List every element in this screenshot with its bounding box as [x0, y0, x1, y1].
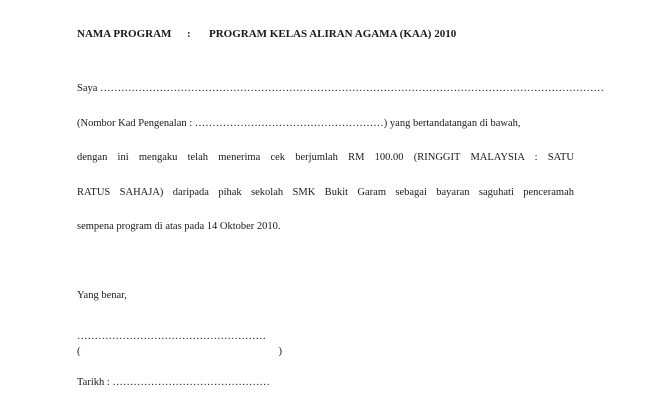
- signature-line: ………………………………………………: [77, 331, 266, 342]
- name-parentheses: [77, 345, 282, 359]
- closing-greeting: Yang benar,: [77, 290, 127, 301]
- date-line: Tarikh : ………………………………………: [77, 377, 270, 388]
- declaration-line-3: sempena program di atas pada 14 Oktober 2010.: [77, 221, 281, 232]
- name-line: Saya ………………………………………………………………………………………………………………………………: [77, 83, 605, 94]
- declaration-line-2: RATUS SAHAJA) daripada pihak sekolah SMK Bukit Garam sebagai bayaran saguhati penceramah: [77, 187, 574, 198]
- declaration-line-1: dengan ini mengaku telah menerima cek berjumlah RM 100.00 (RINGGIT MALAYSIA : SATU: [77, 152, 574, 163]
- program-title-row: [77, 27, 456, 41]
- ic-number-line: (Nombor Kad Pengenalan : ………………………………………………) yang bertandatangan di bawah,: [77, 118, 521, 129]
- program-name: PROGRAM KELAS ALIRAN AGAMA (KAA) 2010: [209, 28, 457, 40]
- paren-close: ): [278, 346, 282, 357]
- paren-open: (: [77, 346, 81, 357]
- program-colon: :: [187, 28, 191, 40]
- program-label: NAMA PROGRAM: [77, 28, 172, 40]
